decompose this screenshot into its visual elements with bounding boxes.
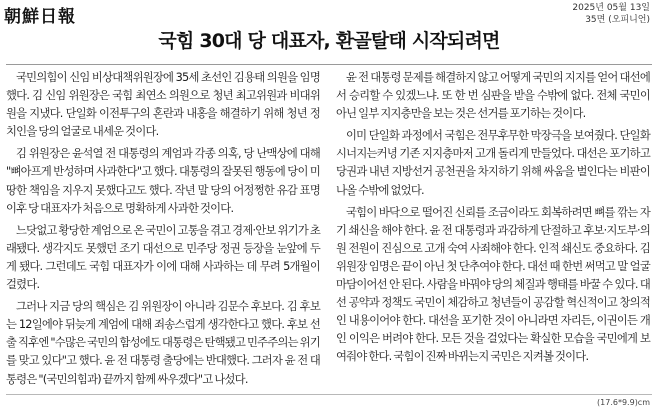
headline-divider bbox=[6, 64, 652, 65]
article-paragraph: 느닷없고 황당한 계엄으로 온 국민이 고통을 겪고 경제·안보 위기가 초래됐다. 생각지도 못했던 조기 대선으로 민주당 정권 등장을 눈앞에 두게 됐다. 그런데도 국힘 대표자가 이에 대해 사과하는 데 무려 5개월이 걸렸다. bbox=[6, 223, 320, 292]
page-section: 35면 (오피니언) bbox=[585, 15, 650, 25]
publication-date: 2025년 05월 13일 bbox=[572, 3, 650, 13]
footer-divider bbox=[6, 394, 652, 395]
article-column-right bbox=[336, 69, 650, 367]
article-paragraph: 국힘이 바닥으로 떨어진 신뢰를 조금이라도 회복하려면 뼈를 깎는 자기 쇄신을 해야 한다. 윤 전 대통령과 과감하게 단절하고 후보·지도부·의원 전원이 진심으로 고개 숙여 사죄해야 한다. 인적 쇄신도 중요하다. 김 위원장 임명은 끝이 아닌 첫 단추여야 한다. 대선 때 한번 써먹고 말 얼굴마담이어선 안 된다. 사람을 바꿔야 당의 체질과 행태를 바꿀 수 있다. 대선 공약과 정책도 국민이 체감하고 청년들이 공감할 혁신적이고 창의적인 내용이어야 한다. 대선을 포기한 것이 아니라면 자리든, 이권이든 개인 이익은 버려야 한다. 모든 것을 걸었다는 확실한 모습을 국민에게 보여줘야 한다. 국힘이 진짜 바뀌는지 국민은 지켜볼 것이다. bbox=[336, 205, 650, 364]
clipping-size: (17.6*9.9)cm bbox=[597, 398, 650, 407]
article-column-left bbox=[6, 69, 320, 389]
article-paragraph: 국민의힘이 신임 비상대책위원장에 35세 초선인 김용태 의원을 임명했다. 김 신임 위원장은 국힘 최연소 의원으로 청년 최고위원과 비대위원을 지냈다. 단일화 이전투구의 혼란과 내홍을 해결하기 위해 청년 정치인을 당의 얼굴로 내세운 것이다. bbox=[6, 71, 320, 139]
newspaper-masthead: 朝鮮日報 bbox=[4, 7, 76, 27]
article-paragraph: 윤 전 대통령 문제를 해결하지 않고 어떻게 국민의 지지를 얻어 대선에서 승리할 수 있겠느냐. 또 한 번 심판을 받을 수밖에 없다. 전체 국민이 아닌 일부 지지층만을 보는 것은 선거를 포기하는 것이다. bbox=[336, 71, 650, 121]
article-paragraph: 그러나 지금 당의 핵심은 김 위원장이 아니라 김문수 후보다. 김 후보는 12일에야 뒤늦게 계엄에 대해 죄송스럽게 생각한다고 했다. 후보 선출 직후엔 "수많은 국민의 함성에도 대통령은 탄핵됐고 민주주의는 위기를 맞고 있다"고 했다. 윤 전 대통령 출당에는 반대했다. 그러자 윤 전 대통령은 "(국민의힘과) 끝까지 함께 싸우겠다"고 나섰다. bbox=[6, 300, 320, 386]
article-headline: 국힘 30대 당 대표자, 환골탈태 시작되려면 bbox=[158, 30, 500, 52]
article-paragraph: 이미 단일화 과정에서 국힘은 전무후무한 막장극을 보여줬다. 단일화 시너지는커녕 기존 지지층마저 고개 돌리게 만들었다. 대선은 포기하고 당권과 내년 지방선거 공천권을 차지하기 위해 싸움을 벌인다는 비판이 나올 수밖에 없었다. bbox=[336, 129, 650, 197]
publication-meta bbox=[572, 2, 650, 26]
article-paragraph: 김 위원장은 윤석열 전 대통령의 계엄과 각종 의혹, 당 난맥상에 대해 "뼈아프게 반성하며 사과한다"고 했다. 대통령의 잘못된 행동에 당이 미땅한 책임을 지우지 못했다고도 했다. 작년 말 당의 어정쩡한 유감 표명 이후 당 대표자가 처음으로 명확하게 사과한 것이다. bbox=[6, 147, 320, 215]
